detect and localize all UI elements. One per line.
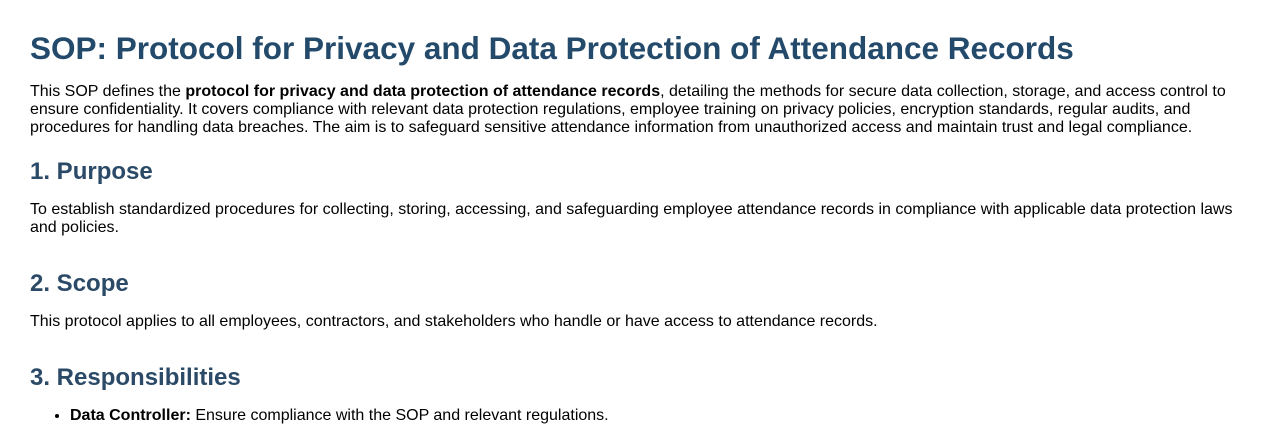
section-heading-scope: 2. Scope	[30, 270, 129, 297]
list-item-label: Data Controller:	[70, 407, 191, 424]
section-text-scope: This protocol applies to all employees, contractors, and stakeholders who handle or have access to attendance records.	[30, 313, 878, 330]
intro-prefix: This SOP defines the	[30, 83, 186, 100]
responsibilities-list	[30, 407, 1233, 425]
intro-paragraph	[30, 83, 1233, 137]
list-item	[70, 407, 1233, 425]
section-heading-responsibilities: 3. Responsibilities	[30, 364, 241, 391]
page-title: SOP: Protocol for Privacy and Data Protection of Attendance Records	[30, 30, 1074, 66]
section-text-purpose: To establish standardized procedures for collecting, storing, accessing, and safeguarding employee attendance records in compliance with applicable data protection laws and policies.	[30, 201, 1233, 236]
intro-bold-phrase: protocol for privacy and data protection of attendance records	[185, 83, 661, 100]
section-heading-purpose: 1. Purpose	[30, 158, 153, 185]
intro-suffix: , detailing the methods for secure data collection, storage, and access control to ensure confidentiality. It covers compliance with relevant data protection regulations, employee training on privacy policies, encryption standards, regular audits, and procedures for handling data breaches. The aim is to safeguard sensitive attendance information from unauthorized access and maintain trust and legal compliance.	[30, 83, 1226, 136]
list-item-text: Ensure compliance with the SOP and relevant regulations.	[190, 407, 609, 424]
